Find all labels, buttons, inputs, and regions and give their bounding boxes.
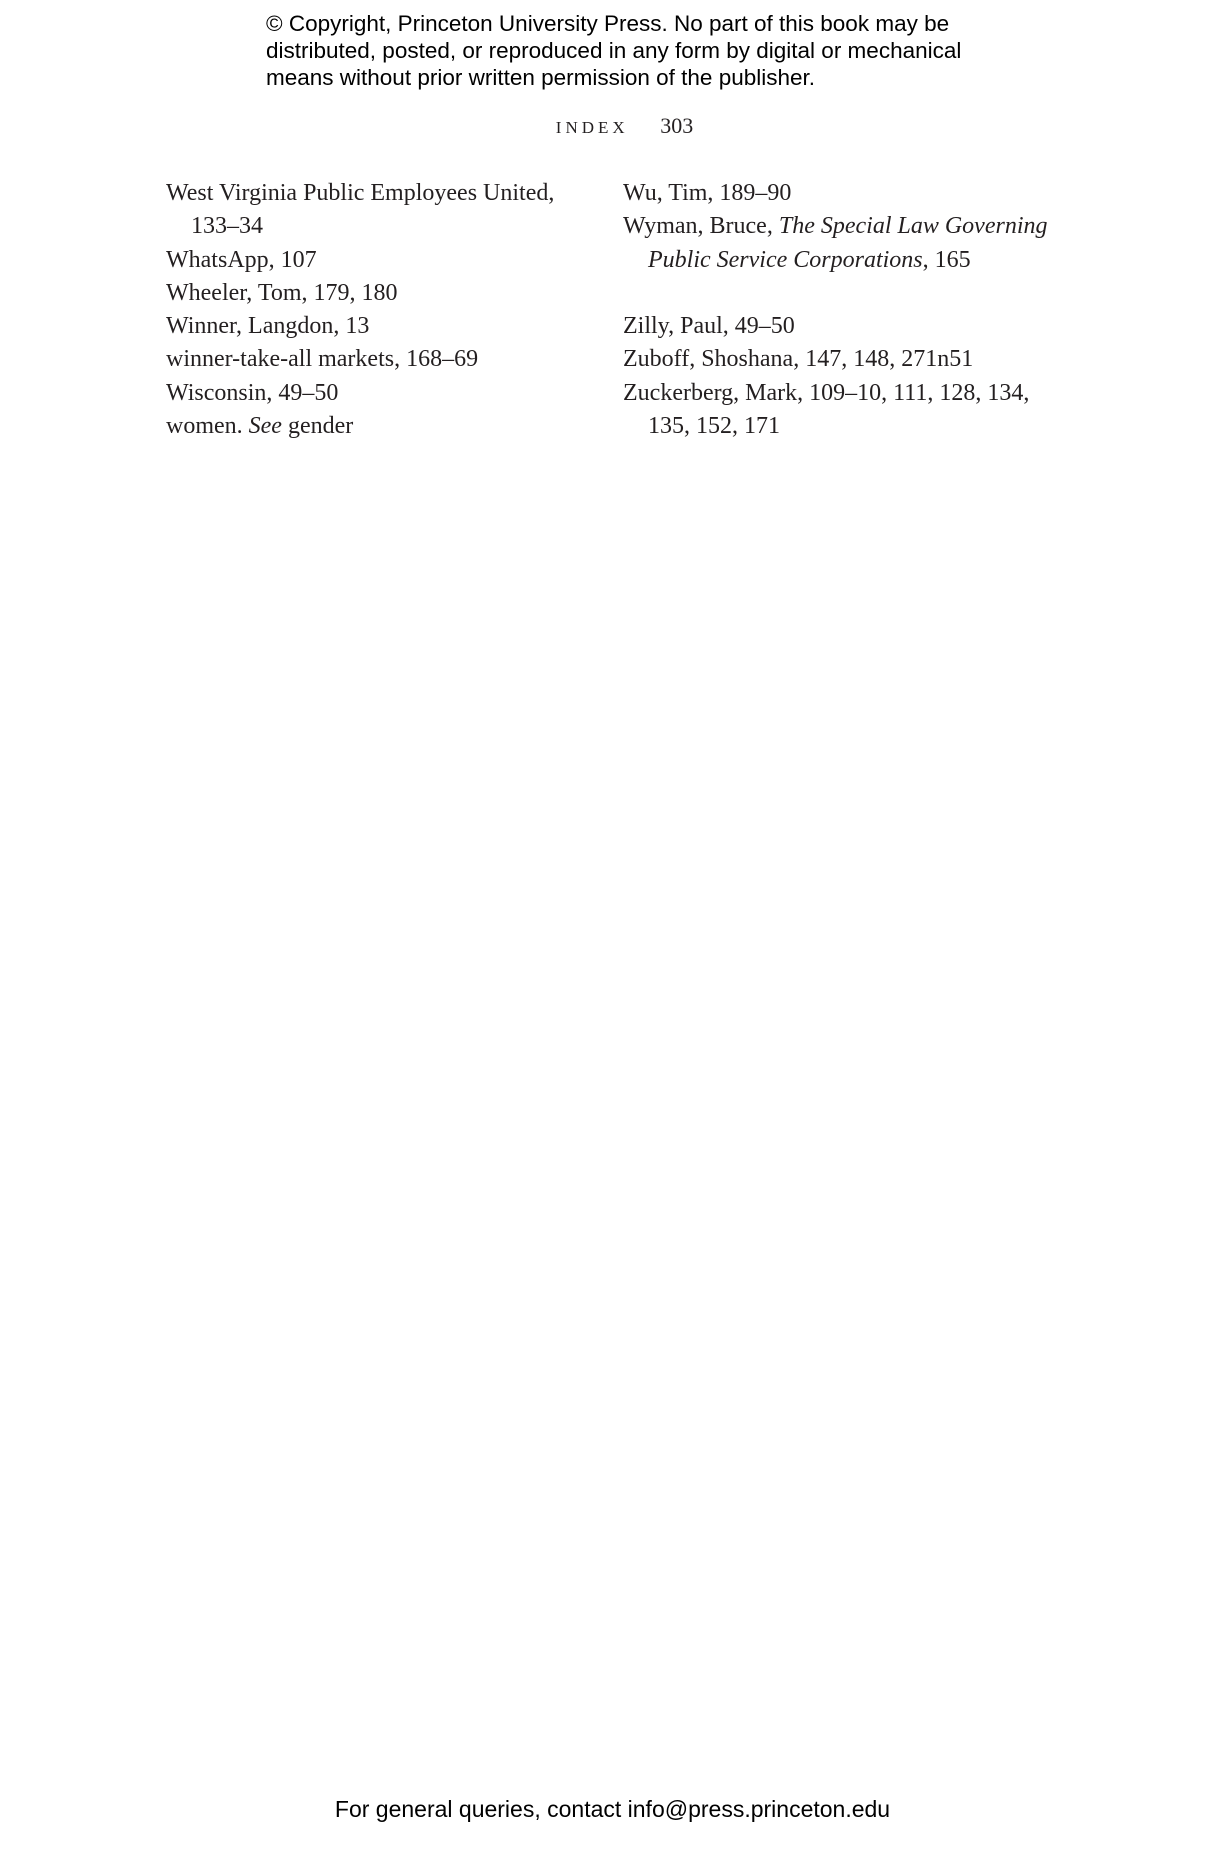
see-reference: See: [248, 413, 282, 440]
index-column-left: [166, 177, 606, 443]
running-head: [0, 112, 1225, 142]
book-title: The Special Law Governing Public Service Corporations: [648, 213, 1048, 273]
index-entry: West Virginia Public Employees United, 133–34: [166, 180, 555, 240]
index-entry: Wyman, Bruce, The Special Law Governing Public Service Corporations, 165: [623, 213, 1048, 273]
page-number: 303: [660, 113, 694, 138]
copyright-line-2: distributed, posted, or reproduced in any form by digital or mechanical: [266, 38, 962, 63]
footer-contact: For general queries, contact info@press.princeton.edu: [334, 1796, 891, 1822]
copyright-line-3: means without prior written permission of the publisher.: [266, 65, 816, 90]
copyright-line-1: © Copyright, Princeton University Press. No part of this book may be: [266, 11, 950, 36]
index-entry: Zilly, Paul, 49–50: [623, 313, 795, 340]
copyright-notice: [266, 10, 1026, 91]
index-column-right: [623, 177, 1053, 443]
letter-group-gap: [623, 277, 1053, 310]
index-entry: winner-take-all markets, 168–69: [166, 346, 479, 373]
index-entry: Winner, Langdon, 13: [166, 313, 370, 340]
running-head-title: INDEX: [555, 118, 629, 137]
index-entry: WhatsApp, 107: [166, 246, 317, 273]
index-entry: Wheeler, Tom, 179, 180: [166, 279, 398, 306]
index-entry: Wisconsin, 49–50: [166, 379, 339, 406]
index-entry: women. See gender: [166, 413, 354, 440]
index-entry: Zuckerberg, Mark, 109–10, 111, 128, 134, 135, 152, 171: [623, 379, 1030, 440]
index-entry: Wu, Tim, 189–90: [623, 180, 792, 206]
index-entry: Zuboff, Shoshana, 147, 148, 271n51: [623, 346, 974, 373]
